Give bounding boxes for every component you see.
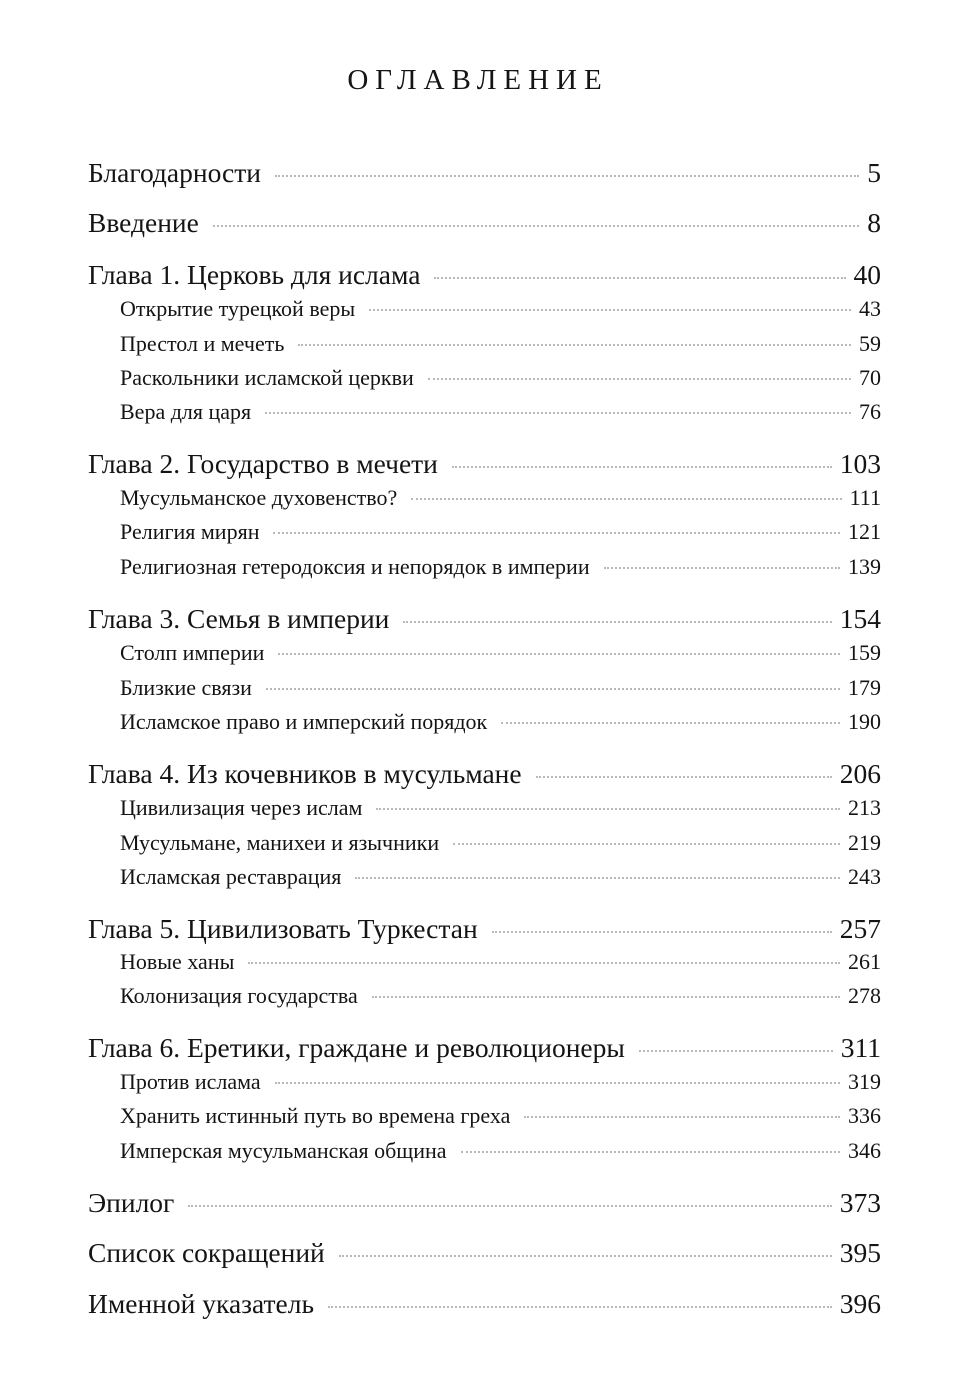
- entry-page-number: 261: [848, 949, 881, 974]
- toc-section-entry: [120, 862, 881, 892]
- dot-leader: [339, 1255, 832, 1257]
- entry-title: Глава 6. Еретики, граждане и революционеры: [88, 1032, 625, 1063]
- entry-title: Религия мирян: [120, 519, 260, 544]
- toc-chapter-entry: [88, 757, 881, 791]
- dot-leader: [369, 309, 851, 311]
- toc-chapter-entry: [88, 447, 881, 481]
- dot-leader: [188, 1205, 831, 1207]
- entry-page-number: 59: [859, 331, 881, 356]
- dot-leader: [434, 277, 845, 279]
- entry-title: Престол и мечеть: [120, 331, 285, 356]
- entry-page-number: 43: [859, 296, 881, 321]
- toc-section-entry: [120, 483, 881, 513]
- entry-page-number: 243: [848, 864, 881, 889]
- toc-chapter-entry: [88, 1287, 881, 1321]
- entry-page-number: 311: [840, 1032, 881, 1063]
- dot-leader: [639, 1050, 833, 1052]
- toc-section-entry: [120, 1101, 881, 1131]
- entry-title: Религиозная гетеродоксия и непорядок в империи: [120, 554, 590, 579]
- entry-title: Вера для царя: [120, 399, 252, 424]
- dot-leader: [213, 225, 859, 227]
- entry-title: Открытие турецкой веры: [120, 296, 356, 321]
- entry-title: Близкие связи: [120, 675, 252, 700]
- toc-section-entry: [120, 552, 881, 582]
- toc-chapter-entry: [88, 1186, 881, 1220]
- entry-page-number: 154: [839, 603, 881, 634]
- entry-title: Глава 2. Государство в мечети: [88, 448, 438, 479]
- entry-title: Раскольники исламской церкви: [120, 365, 414, 390]
- dot-leader: [524, 1116, 840, 1118]
- toc-section-entry: [120, 947, 881, 977]
- toc-section-entry: [120, 673, 881, 703]
- toc-chapter-entry: [88, 602, 881, 636]
- entry-page-number: 5: [867, 157, 881, 188]
- entry-page-number: 336: [848, 1103, 881, 1128]
- entry-page-number: 103: [839, 448, 881, 479]
- dot-leader: [536, 776, 832, 778]
- dot-leader: [372, 996, 840, 998]
- entry-title: Эпилог: [88, 1187, 175, 1218]
- dot-leader: [428, 378, 851, 380]
- entry-title: Против ислама: [120, 1069, 261, 1094]
- dot-leader: [411, 498, 841, 500]
- dot-leader: [453, 843, 840, 845]
- entry-title: Глава 3. Семья в империи: [88, 603, 390, 634]
- entry-page-number: 40: [853, 259, 881, 290]
- entry-page-number: 395: [839, 1237, 881, 1268]
- entry-title: Исламское право и имперский порядок: [120, 709, 488, 734]
- toc-section-entry: [120, 363, 881, 393]
- dot-leader: [328, 1306, 832, 1308]
- dot-leader: [376, 808, 840, 810]
- dot-leader: [452, 466, 832, 468]
- entry-page-number: 346: [848, 1138, 881, 1163]
- toc-section-entry: [120, 397, 881, 427]
- entry-title: Именной указатель: [88, 1288, 314, 1319]
- entry-page-number: 190: [848, 709, 881, 734]
- dot-leader: [604, 567, 840, 569]
- entry-title: Столп империи: [120, 640, 265, 665]
- toc-section-entry: [120, 981, 881, 1011]
- dot-leader: [492, 931, 832, 933]
- entry-title: Введение: [88, 207, 199, 238]
- toc-section-entry: [120, 517, 881, 547]
- dot-leader: [278, 653, 840, 655]
- toc-section-entry: [120, 329, 881, 359]
- entry-page-number: 179: [848, 675, 881, 700]
- entry-page-number: 396: [839, 1288, 881, 1319]
- entry-page-number: 373: [839, 1187, 881, 1218]
- toc-section-entry: [120, 707, 881, 737]
- toc-chapter-entry: [88, 156, 881, 190]
- dot-leader: [403, 621, 831, 623]
- toc-chapter-entry: [88, 1031, 881, 1065]
- entry-page-number: 159: [848, 640, 881, 665]
- toc-chapter-entry: [88, 206, 881, 240]
- entry-title: Мусульмане, манихеи и язычники: [120, 830, 440, 855]
- entry-title: Колонизация государства: [120, 983, 358, 1008]
- entry-page-number: 278: [848, 983, 881, 1008]
- dot-leader: [501, 722, 840, 724]
- entry-title: Имперская мусульманская община: [120, 1138, 447, 1163]
- entry-page-number: 121: [848, 519, 881, 544]
- entry-page-number: 111: [849, 485, 881, 510]
- toc-chapter-entry: [88, 258, 881, 292]
- toc-chapter-entry: [88, 1236, 881, 1270]
- dot-leader: [275, 1082, 840, 1084]
- dot-leader: [298, 344, 851, 346]
- dot-leader: [266, 688, 840, 690]
- toc-section-entry: [120, 638, 881, 668]
- dot-leader: [275, 175, 859, 177]
- toc-section-entry: [120, 1067, 881, 1097]
- toc-section-entry: [120, 294, 881, 324]
- entry-page-number: 139: [848, 554, 881, 579]
- toc-section-entry: [120, 1136, 881, 1166]
- dot-leader: [273, 532, 840, 534]
- toc-chapter-entry: [88, 912, 881, 946]
- entry-title: Список сокращений: [88, 1237, 325, 1268]
- entry-page-number: 76: [859, 399, 881, 424]
- page-title: ОГЛАВЛЕНИЕ: [347, 64, 609, 96]
- entry-title: Глава 4. Из кочевников в мусульмане: [88, 758, 522, 789]
- entry-title: Цивилизация через ислам: [120, 795, 363, 820]
- dot-leader: [248, 962, 840, 964]
- entry-page-number: 213: [848, 795, 881, 820]
- toc-section-entry: [120, 793, 881, 823]
- entry-page-number: 8: [867, 207, 881, 238]
- entry-title: Исламская реставрация: [120, 864, 342, 889]
- entry-title: Глава 5. Цивилизовать Туркестан: [88, 913, 478, 944]
- entry-page-number: 319: [848, 1069, 881, 1094]
- toc-section-entry: [120, 828, 881, 858]
- entry-page-number: 70: [859, 365, 881, 390]
- entry-title: Новые ханы: [120, 949, 235, 974]
- entry-title: Мусульманское духовенство?: [120, 485, 398, 510]
- dot-leader: [265, 412, 851, 414]
- entry-page-number: 206: [839, 758, 881, 789]
- entry-title: Глава 1. Церковь для ислама: [88, 259, 421, 290]
- entry-page-number: 219: [848, 830, 881, 855]
- dot-leader: [355, 877, 840, 879]
- dot-leader: [461, 1151, 840, 1153]
- entry-title: Хранить истинный путь во времена греха: [120, 1103, 511, 1128]
- entry-page-number: 257: [839, 913, 881, 944]
- entry-title: Благодарности: [88, 157, 261, 188]
